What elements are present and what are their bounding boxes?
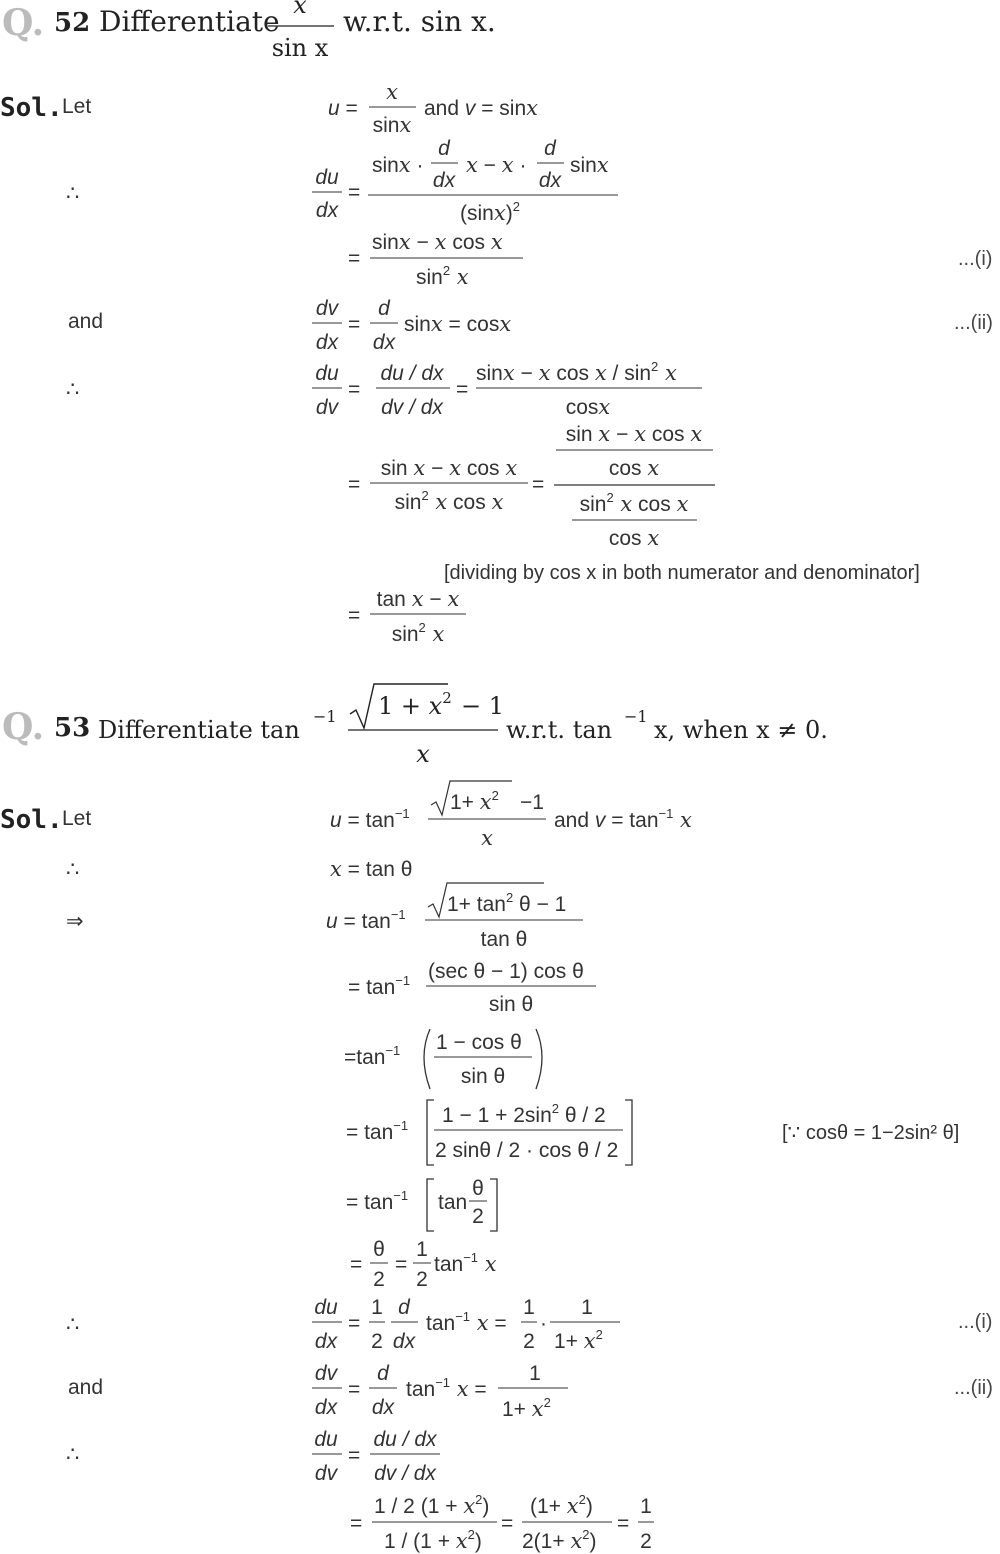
svg-text:dx: dx bbox=[538, 169, 562, 192]
equation-tag-i: ...(i) bbox=[958, 1311, 993, 1333]
svg-text:=: = bbox=[348, 473, 361, 496]
svg-text:=tan−1: $=\tan^{-1}$ bbox=[344, 1043, 401, 1069]
svg-text:(sinx)2: $(\sin x)^2$ bbox=[460, 199, 520, 225]
svg-text:(1+ x2): $(1+ x^2)$ bbox=[530, 1492, 593, 1518]
svg-text:x: x bbox=[416, 740, 430, 768]
svg-text:=: = bbox=[532, 473, 545, 496]
svg-text:dv: dv bbox=[314, 1462, 338, 1485]
svg-text:sinx − x cos x: sinx − x cos x bbox=[372, 230, 503, 254]
svg-text:sin θ: sin θ bbox=[460, 1065, 506, 1088]
svg-text:du / dx: du / dx bbox=[373, 1428, 437, 1451]
and-label: and bbox=[68, 310, 104, 333]
svg-text:sinx = cosx: sinx = cosx bbox=[404, 312, 512, 336]
svg-text:u = tan−1: $u = \tan^{-1}$ bbox=[326, 907, 406, 933]
svg-text:1 − 1 + 2sin2 θ / 2: $1 - 1 + 2\sin^2$ θ / 2 bbox=[442, 1101, 606, 1127]
question-number: 53 bbox=[54, 713, 91, 743]
let-label: Let bbox=[62, 807, 92, 830]
svg-text:tan−1 x =: $\tan^{-1} x$ = bbox=[406, 1375, 487, 1401]
question-marker: Q. bbox=[2, 2, 45, 44]
svg-text:1: 1 bbox=[640, 1495, 652, 1518]
equation-tag-ii: ...(ii) bbox=[954, 312, 993, 334]
svg-text:=: = bbox=[348, 604, 361, 627]
fraction-denominator: sin x bbox=[271, 34, 329, 62]
svg-text:− 1: − 1 bbox=[461, 692, 505, 720]
svg-text:dx: dx bbox=[314, 1396, 338, 1419]
identity-note: [∵ cosθ = 1−2sin² θ] bbox=[782, 1122, 960, 1144]
and-label: and bbox=[68, 1376, 104, 1399]
solution-label: Sol. bbox=[0, 93, 63, 123]
svg-text:1 + x2: $1 + x^2$ bbox=[378, 689, 452, 720]
svg-text:2: 2 bbox=[523, 1330, 535, 1353]
svg-text:=: = bbox=[348, 247, 361, 270]
solution53-equations bbox=[300, 775, 720, 1554]
svg-text:=: = bbox=[348, 1378, 361, 1401]
svg-text:sinx − x cos x / sin2 x: sinx − x cos x / $\sin^2 x$ bbox=[476, 359, 677, 385]
svg-text:du / dx: du / dx bbox=[380, 362, 444, 385]
svg-text:=: = bbox=[617, 1512, 630, 1535]
svg-text:1: 1 bbox=[416, 1238, 428, 1261]
svg-text:sin θ: sin θ bbox=[488, 993, 534, 1016]
svg-text:−1: −1 bbox=[520, 791, 544, 814]
svg-text:θ: θ bbox=[373, 1238, 385, 1261]
svg-text:du: du bbox=[314, 1296, 338, 1319]
svg-text:du: du bbox=[315, 362, 339, 385]
let-label: Let bbox=[62, 95, 92, 118]
svg-text:x: x bbox=[481, 826, 493, 850]
question-marker: Q. bbox=[2, 706, 45, 748]
svg-text:tan x − x: tan x − x bbox=[376, 587, 460, 611]
question-text-after: x, when x ≠ 0. bbox=[654, 716, 828, 744]
svg-text:tan θ: tan θ bbox=[480, 928, 528, 951]
svg-text:2: 2 bbox=[416, 1268, 428, 1291]
svg-text:dx: dx bbox=[315, 331, 339, 354]
svg-text:=: = bbox=[501, 1512, 514, 1535]
svg-text:dx: dx bbox=[315, 199, 339, 222]
svg-text:1+ x2: $1+ x^2$ bbox=[502, 1395, 551, 1421]
svg-text:1 − cos θ: 1 − cos θ bbox=[436, 1031, 522, 1054]
svg-text:sin x − x cos x: sin x − x cos x bbox=[380, 456, 518, 480]
svg-text:=: = bbox=[348, 181, 361, 204]
svg-text:=: = bbox=[348, 378, 361, 401]
question-text-mid: w.r.t. tan bbox=[506, 716, 613, 744]
implies-symbol: ⇒ bbox=[66, 910, 84, 933]
svg-text:x = tan θ: x = tan θ bbox=[330, 857, 413, 881]
svg-text:dv: dv bbox=[314, 1362, 338, 1385]
svg-text:dv: dv bbox=[315, 297, 339, 320]
question-text-after: w.r.t. sin x. bbox=[343, 5, 496, 38]
svg-text:θ: θ bbox=[472, 1177, 484, 1200]
svg-text:1: 1 bbox=[371, 1296, 383, 1319]
question-fraction bbox=[262, 0, 342, 62]
svg-text:sin x − x cos x: sin x − x cos x bbox=[565, 422, 703, 446]
svg-text:·: · bbox=[540, 1312, 547, 1335]
svg-text:2: 2 bbox=[371, 1330, 383, 1353]
svg-text:1: 1 bbox=[523, 1296, 535, 1319]
svg-text:1 / (1 + x2): $1 / (1 + x^2)$ bbox=[384, 1527, 482, 1553]
svg-text:sin2 x: $\sin^2 x$ bbox=[416, 263, 469, 289]
svg-text:sinx ·: sinx · bbox=[372, 153, 424, 177]
svg-text:2(1+ x2): $2(1+ x^2)$ bbox=[522, 1527, 597, 1553]
svg-text:2: 2 bbox=[640, 1530, 652, 1553]
svg-text:=: = bbox=[348, 313, 361, 336]
svg-text:d: d bbox=[438, 137, 450, 160]
svg-text:d: d bbox=[378, 297, 390, 320]
svg-text:d: d bbox=[398, 1296, 410, 1319]
fraction-numerator: x bbox=[293, 0, 307, 19]
svg-text:sin2 x: $\sin^2 x$ bbox=[391, 620, 445, 646]
svg-text:=: = bbox=[456, 378, 469, 401]
svg-text:2: 2 bbox=[373, 1268, 385, 1291]
annotation-note: [dividing by cos x in both numerator and denominator] bbox=[444, 562, 920, 584]
therefore-symbol: ∴ bbox=[66, 378, 80, 401]
svg-text:sinx: sinx bbox=[372, 113, 412, 137]
svg-text:dx: dx bbox=[314, 1330, 338, 1353]
svg-text:cos x: cos x bbox=[608, 456, 660, 480]
svg-text:=: = bbox=[348, 1312, 361, 1335]
equation-tag-i: ...(i) bbox=[958, 248, 993, 270]
svg-text:dx: dx bbox=[372, 331, 396, 354]
svg-text:u = tan−1: $u = \tan^{-1}$ bbox=[330, 806, 410, 832]
therefore-symbol: ∴ bbox=[66, 858, 80, 881]
svg-text:x: x bbox=[386, 80, 398, 104]
svg-text:u =: u = bbox=[328, 97, 358, 120]
therefore-symbol: ∴ bbox=[66, 182, 80, 205]
svg-text:2: 2 bbox=[472, 1205, 484, 1228]
svg-text:=: = bbox=[348, 1444, 361, 1467]
svg-text:(sec θ − 1) cos θ: (sec θ − 1) cos θ bbox=[428, 960, 584, 983]
svg-text:sin2 x cos x: $\sin^2 x$ cos x bbox=[579, 490, 689, 516]
svg-text:= tan−1: = $\tan^{-1}$ bbox=[348, 973, 411, 999]
solution52-equations bbox=[300, 75, 740, 655]
svg-text:dx: dx bbox=[371, 1396, 395, 1419]
svg-text:cosx: cosx bbox=[565, 395, 611, 419]
svg-text:= tan−1: = $\tan^{-1}$ bbox=[346, 1118, 409, 1144]
svg-text:tan: tan bbox=[438, 1191, 468, 1214]
svg-text:cos x: cos x bbox=[608, 526, 660, 550]
svg-text:d: d bbox=[544, 137, 556, 160]
svg-text:2 sinθ / 2 · cos θ / 2: 2 sinθ / 2 · cos θ / 2 bbox=[435, 1139, 619, 1162]
svg-text:1+ x2: $1+ x^2$ bbox=[450, 788, 499, 814]
question-text: Differentiate tan bbox=[98, 716, 300, 744]
svg-text:=: = bbox=[350, 1253, 363, 1276]
svg-text:du: du bbox=[314, 1428, 338, 1451]
question-text: Differentiate bbox=[99, 5, 280, 38]
svg-text:sin2 x cos x: $\sin^2 x$ cos x bbox=[394, 488, 504, 514]
svg-text:and v = tan−1 x: and $v = \tan^{-1} x$ bbox=[554, 806, 692, 832]
svg-text:du: du bbox=[315, 166, 339, 189]
svg-text:tan−1 x: $\tan^{-1} x$ bbox=[434, 1250, 497, 1276]
svg-text:dv: dv bbox=[315, 396, 339, 419]
equation-tag-ii: ...(ii) bbox=[954, 1377, 993, 1399]
solution-label: Sol. bbox=[0, 805, 63, 835]
svg-text:1+ x2: $1+ x^2$ bbox=[554, 1327, 603, 1353]
svg-text:−1: −1 bbox=[313, 707, 337, 726]
svg-text:dx: dx bbox=[392, 1330, 416, 1353]
question-number: 52 bbox=[54, 8, 91, 38]
therefore-symbol: ∴ bbox=[66, 1443, 80, 1466]
therefore-symbol: ∴ bbox=[66, 1313, 80, 1336]
svg-text:tan−1 x =: $\tan^{-1} x$ = bbox=[426, 1309, 507, 1335]
svg-text:=: = bbox=[350, 1512, 363, 1535]
svg-text:dx: dx bbox=[432, 169, 456, 192]
svg-text:1+ tan2 θ − 1: $1+ \tan^2 \theta - 1$ bbox=[447, 890, 567, 916]
question53-text bbox=[96, 670, 856, 770]
svg-text:−1: −1 bbox=[624, 707, 648, 726]
svg-text:dv / dx: dv / dx bbox=[381, 396, 443, 419]
svg-text:1: 1 bbox=[529, 1362, 541, 1385]
svg-text:1: 1 bbox=[581, 1296, 593, 1319]
svg-text:= tan−1: = $\tan^{-1}$ bbox=[346, 1188, 409, 1214]
svg-text:1 / 2 (1 + x2): 1 / 2 $(1 + x^2)$ bbox=[374, 1492, 490, 1518]
svg-text:and v = sinx: and v = sinx bbox=[424, 96, 538, 120]
svg-text:=: = bbox=[395, 1253, 408, 1276]
svg-text:sinx: sinx bbox=[570, 153, 609, 177]
svg-text:d: d bbox=[377, 1362, 389, 1385]
svg-text:dv / dx: dv / dx bbox=[374, 1462, 436, 1485]
svg-text:x − x ·: x − x · bbox=[466, 153, 527, 177]
